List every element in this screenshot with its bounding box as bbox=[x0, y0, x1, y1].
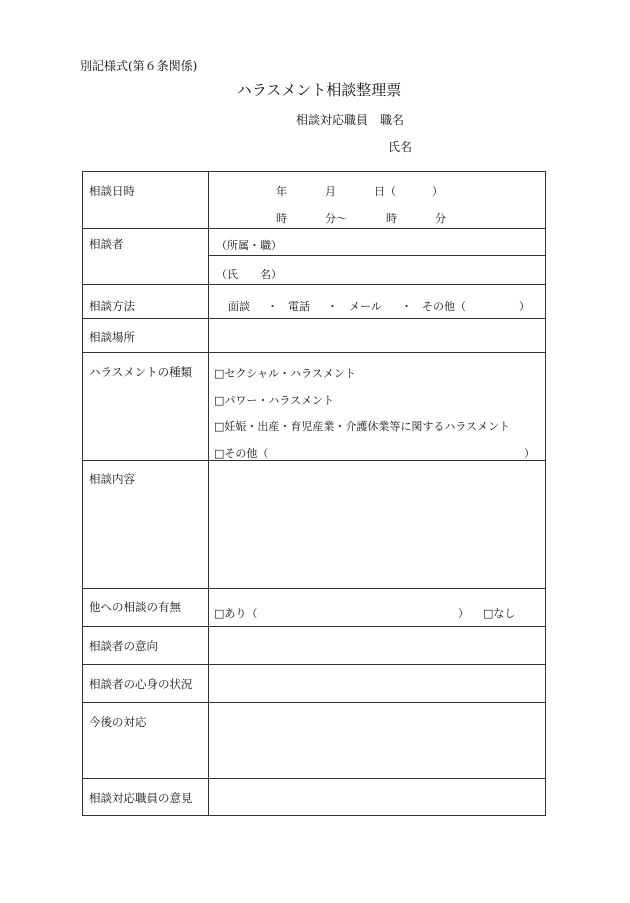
type-option-maternity: □妊娠・出産・育児産業・介護休業等に関するハラスメント bbox=[214, 420, 511, 433]
row-divider bbox=[83, 626, 545, 627]
weekday-close: ） bbox=[432, 185, 443, 198]
day-label: 日（ bbox=[374, 185, 396, 198]
method-separator: ・ bbox=[267, 300, 278, 313]
row-divider bbox=[83, 318, 545, 319]
row-divider bbox=[83, 702, 545, 703]
type-other-close: ） bbox=[524, 447, 535, 460]
consultant-affiliation: （所属・職） bbox=[216, 239, 282, 252]
row-divider bbox=[83, 352, 545, 353]
condition-label: 相談者の心身の状況 bbox=[89, 677, 193, 691]
staff-position-label: 相談対応職員 職名 bbox=[296, 113, 405, 127]
intention-label: 相談者の意向 bbox=[89, 639, 158, 653]
type-option-other: □その他（ bbox=[214, 447, 269, 460]
row-divider bbox=[83, 664, 545, 665]
start-minute-label: 分〜 bbox=[325, 212, 347, 225]
other-consult-yes-close: ） bbox=[458, 607, 469, 620]
consultant-label: 相談者 bbox=[89, 237, 124, 251]
row-divider bbox=[83, 778, 545, 779]
start-hour-label: 時 bbox=[276, 212, 287, 225]
staff-opinion-label: 相談対応職員の意見 bbox=[89, 791, 193, 805]
end-minute-label: 分 bbox=[435, 212, 446, 225]
page-title: ハラスメント相談整理票 bbox=[236, 81, 402, 99]
datetime-label: 相談日時 bbox=[89, 184, 135, 198]
month-label: 月 bbox=[325, 185, 336, 198]
column-divider bbox=[208, 172, 209, 815]
type-option-sexual: □セクシャル・ハラスメント bbox=[214, 367, 356, 380]
other-consult-label: 他への相談の有無 bbox=[89, 600, 181, 614]
method-separator: ・ bbox=[327, 300, 338, 313]
row-divider bbox=[83, 588, 545, 589]
method-option-interview: 面談 bbox=[228, 300, 250, 313]
row-divider bbox=[83, 284, 545, 285]
future-action-label: 今後の対応 bbox=[89, 715, 147, 729]
row-divider bbox=[83, 460, 545, 461]
row-divider bbox=[83, 228, 545, 229]
consultant-name: （氏 名） bbox=[216, 268, 282, 281]
form-reference: 別記様式(第６条関係) bbox=[80, 59, 198, 73]
place-label: 相談場所 bbox=[89, 330, 135, 344]
staff-name-label: 氏名 bbox=[388, 140, 413, 154]
type-option-power: □パワー・ハラスメント bbox=[214, 394, 335, 407]
other-consult-yes: □あり（ bbox=[214, 607, 258, 620]
method-option-other: その他（ bbox=[422, 300, 466, 313]
end-hour-label: 時 bbox=[386, 212, 397, 225]
content-label: 相談内容 bbox=[89, 472, 135, 486]
consultation-form-table bbox=[82, 171, 546, 816]
other-consult-no: □なし bbox=[483, 607, 516, 620]
inner-divider bbox=[209, 255, 545, 256]
method-label: 相談方法 bbox=[89, 299, 135, 313]
method-separator: ・ bbox=[401, 300, 412, 313]
type-label: ハラスメントの種類 bbox=[89, 365, 193, 379]
method-option-phone: 電話 bbox=[288, 300, 310, 313]
year-label: 年 bbox=[276, 185, 287, 198]
method-other-close: ） bbox=[519, 300, 530, 313]
method-option-mail: メール bbox=[349, 300, 382, 313]
